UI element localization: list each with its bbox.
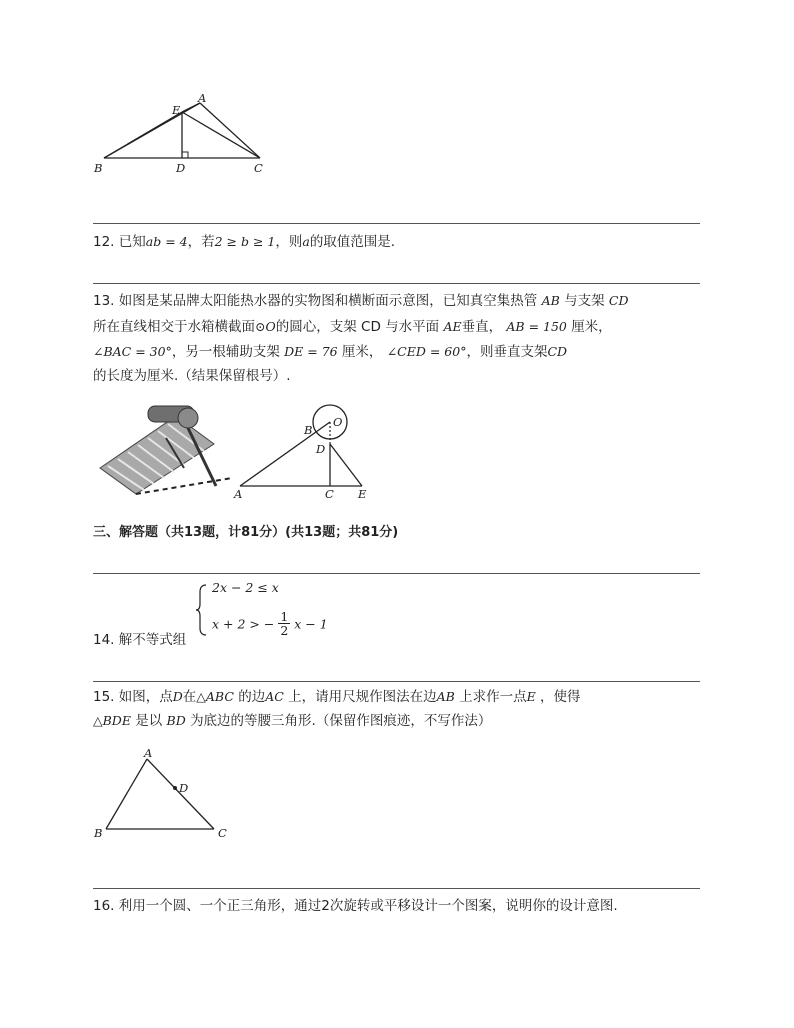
q13-l4: 的长度为厘米.（结果保留根号）. [93,368,291,384]
label-c: C [254,161,263,175]
q14-inequality-1: 2x − 2 ≤ x [212,580,279,595]
q12-pre: 已知 [118,234,146,250]
q15-l1-ac: AC [265,689,284,704]
q13-l2-ae: AE [443,319,462,334]
q14-inequality-2 [212,609,328,638]
q14-frac-num: 1 [280,609,289,624]
q13-line-4 [93,366,291,386]
q15-l2b: 为底边的等腰三角形.（保留作图痕迹，不写作法） [190,713,492,729]
right-angle-mark [182,152,188,158]
q13-line-3 [93,342,567,362]
q13-l3-ced: ∠CED = 60° [386,344,467,359]
q15-l2a: 是以 [135,713,163,729]
q14-fraction [278,611,290,637]
q15-l1a: 15. 如图，点 [93,689,173,705]
q12-expr2: 2 ≥ b ≥ 1 [214,234,276,249]
segment-ba [104,103,200,158]
q14-label: 14. 解不等式组 [93,632,187,648]
q12-var: a [302,234,310,249]
q13-l3-de: DE = 76 [284,344,338,359]
q15-l1-abc: △ABC [196,689,234,704]
q13-l2-eq: AB = 150 [506,319,567,334]
label-e: E [172,103,181,117]
q15-l1-ab: AB [436,689,455,704]
q14-ineq2-right: x − 1 [294,616,328,632]
divider-q12 [93,223,700,224]
q13-l1-ab: AB [541,293,560,308]
q15-l2-bde: △BDE [93,713,131,728]
question-12 [93,232,395,252]
q15-line-2 [93,711,491,731]
divider-q16 [93,888,700,889]
label-d: D [176,161,186,175]
label-d: D [179,781,189,795]
q15-triangle-figure [90,748,240,843]
divider-q15 [93,681,700,682]
q13-l3d: ，则垂直支架 [466,344,548,360]
solar-heater-photo [96,398,236,498]
q12-expr1: ab = 4 [145,234,188,249]
label-d: D [316,442,326,456]
q15-l1d: 上，请用尺规作图法在边 [288,689,437,705]
label-o: O [333,415,343,429]
section-3-title: 三、解答题（共13题，计81分）(共13题；共81分) [93,525,399,540]
label-c: C [325,487,334,501]
q13-cross-section-diagram [232,396,372,501]
label-e: E [358,487,367,501]
segment-ac [200,103,260,158]
q13-l1b: 与支架 [564,293,605,309]
question-16: 16. 利用一个圆、一个正三角形，通过2次旋转或平移设计一个图案，说明你的设计意图. [93,898,618,914]
q15-l1-e: E [526,689,536,704]
q15-line-1 [93,687,581,707]
q13-l2c: 垂直， [461,319,503,335]
label-b: B [94,161,103,175]
q13-l2a: 所在直线相交于水箱横截面 [93,319,255,335]
q12-mid: ，若 [187,234,215,250]
q15-l1c: 的边 [238,689,266,705]
label-c: C [218,826,227,840]
label-a: A [144,746,153,760]
label-a: A [198,91,207,105]
q13-l2b: 的圆心，支架 CD 与水平面 [275,319,440,335]
q13-line-1 [93,291,628,311]
top-geometry-figure [90,90,290,180]
q15-l1b: 在 [182,689,197,705]
divider-q13 [93,283,700,284]
q13-l3-bac: ∠BAC = 30° [93,344,172,359]
q15-l1-d: D [172,689,183,704]
q15-l2-bd: BD [166,713,186,728]
label-b: B [94,826,103,840]
system-brace [196,584,208,636]
q15-l1f: ，使得 [540,689,581,705]
q15-l1e: 上求作一点 [459,689,527,705]
q12-post1: ，则 [275,234,303,250]
divider-q14 [93,573,700,574]
q12-post2: 的取值范围是. [309,234,396,250]
q13-line-2 [93,317,612,337]
q13-l3-cd: CD [547,344,568,359]
q14-ineq2-left: x + 2 > − [212,616,275,632]
q13-l2d: 厘米， [571,319,612,335]
q13-l3b: ，另一根辅助支架 [171,344,280,360]
segment-ec [182,112,260,158]
q13-l2-o: ⊙O [255,319,276,334]
point-d [173,786,177,790]
tank-end [178,408,198,428]
segment-de [330,444,362,486]
segment-ab [106,759,147,829]
label-a: A [234,487,243,501]
label-b: B [304,423,313,437]
q14-frac-den: 2 [280,623,289,638]
q13-l1a: 13. 如图是某品牌太阳能热水器的实物图和横断面示意图，已知真空集热管 [93,293,538,309]
q13-l3c: 厘米， [341,344,383,360]
q12-number: 12. [93,234,115,250]
q13-l1-cd: CD [608,293,629,308]
